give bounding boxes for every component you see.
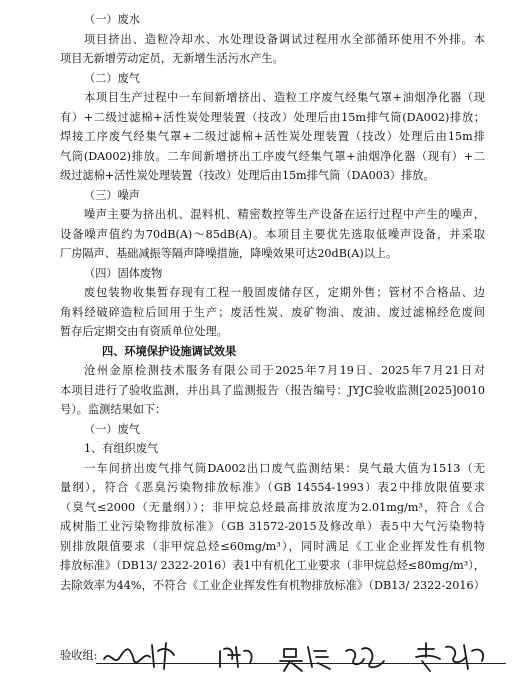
doc-line: （臭气≤2000（无量纲））；非甲烷总烃最高排放浓度为2.01mg/m³，符合《合 xyxy=(60,500,485,514)
doc-line: 去除效率为44%，不符合《工业企业挥发性有机物排放标准》（DB13/ 2322-2016） xyxy=(60,578,485,592)
doc-line: （一）废水 xyxy=(84,13,140,26)
doc-line: （二）废气 xyxy=(84,71,140,85)
doc-line: 有）+二级过滤棉+活性炭处理装置（技改）处理后由15m排气筒(DA002)排放； xyxy=(60,110,485,124)
doc-line: 噪声主要为挤出机、混料机、精密数控等生产设备在运行过程中产生的噪声， xyxy=(84,208,485,221)
doc-line: 本项目生产过程中一车间新增挤出、造粒工序废气经集气罩+油烟净化器（现 xyxy=(84,91,485,104)
doc-line: 一车间挤出废气排气筒DA002出口废气监测结果：臭气最大值为1513（无 xyxy=(84,461,485,475)
doc-line: 别排放限值要求（非甲烷总烃≤60mg/m³），同时满足《工业企业挥发性有机物 xyxy=(60,539,485,553)
doc-line: （四）固体废物 xyxy=(84,266,163,280)
doc-line: 四、环境保护设施调试效果 xyxy=(102,343,237,358)
doc-line: 设备噪声值约为70dB(A)～85dB(A)。本项目主要优先选取低噪声设备，并采取 xyxy=(60,227,485,241)
doc-line: 号）。监测结果如下： xyxy=(60,403,167,416)
doc-line: 项目挤出、造粒冷却水、水处理设备调试过程用水全部循环使用不外排。本 xyxy=(84,32,485,46)
doc-line: 成树脂工业污染物排放标准》（GB 31572-2015及修改单）表5中大气污染物特 xyxy=(60,520,485,533)
doc-line: 厂房隔声、基础减振等隔声降噪措施，降噪效果可达20dB(A)以上。 xyxy=(60,247,398,260)
doc-line: 级过滤棉+活性炭处理装置（技改）处理后由15m排气筒（DA003）排放。 xyxy=(60,169,435,182)
doc-line: 沧州金原检测技术服务有限公司于2025年7月19日、2025年7月21日对 xyxy=(84,364,485,377)
doc-line: 本项目进行了验收监测，并出具了监测报告（报告编号：JYJC验收监测[2025]0010 xyxy=(60,383,485,397)
document-body xyxy=(60,10,485,595)
doc-line: （三）噪声 xyxy=(84,188,140,202)
signature-row xyxy=(60,637,510,677)
doc-line: 暂存后定期交由有资质单位处理。 xyxy=(60,325,228,338)
signature-label: 验收组: xyxy=(60,649,98,662)
doc-line: 焊接工序废气经集气罩+二级过滤棉+活性炭处理装置（技改）处理后由15m排 xyxy=(60,130,485,143)
doc-line: 量纲），符合《恶臭污染物排放标准》（GB 14554-1993）表2中排放限值要求 xyxy=(60,481,485,494)
doc-line: 1、有组织废气 xyxy=(84,442,159,455)
doc-line: 项目无新增劳动定员，无新增生活污水产生。 xyxy=(60,52,284,65)
doc-line: 角料经破碎造粒后回用于生产；废活性炭、废矿物油、废油、废过滤棉经危废间 xyxy=(60,305,485,319)
doc-line: （一）废气 xyxy=(84,422,140,436)
doc-line: 废包装物收集暂存现有工程一般固废储存区，定期外售；管材不合格品、边 xyxy=(84,286,485,299)
handwritten-signatures-image xyxy=(100,637,510,677)
doc-line: 气筒(DA002)排放。二车间新增挤出工序废气经集气罩+油烟净化器（现有）+二 xyxy=(60,149,485,163)
doc-line: 排放标准》（DB13/ 2322-2016）表1中有机化工业要求（非甲烷总烃≤80mg/m³）， xyxy=(60,559,485,572)
